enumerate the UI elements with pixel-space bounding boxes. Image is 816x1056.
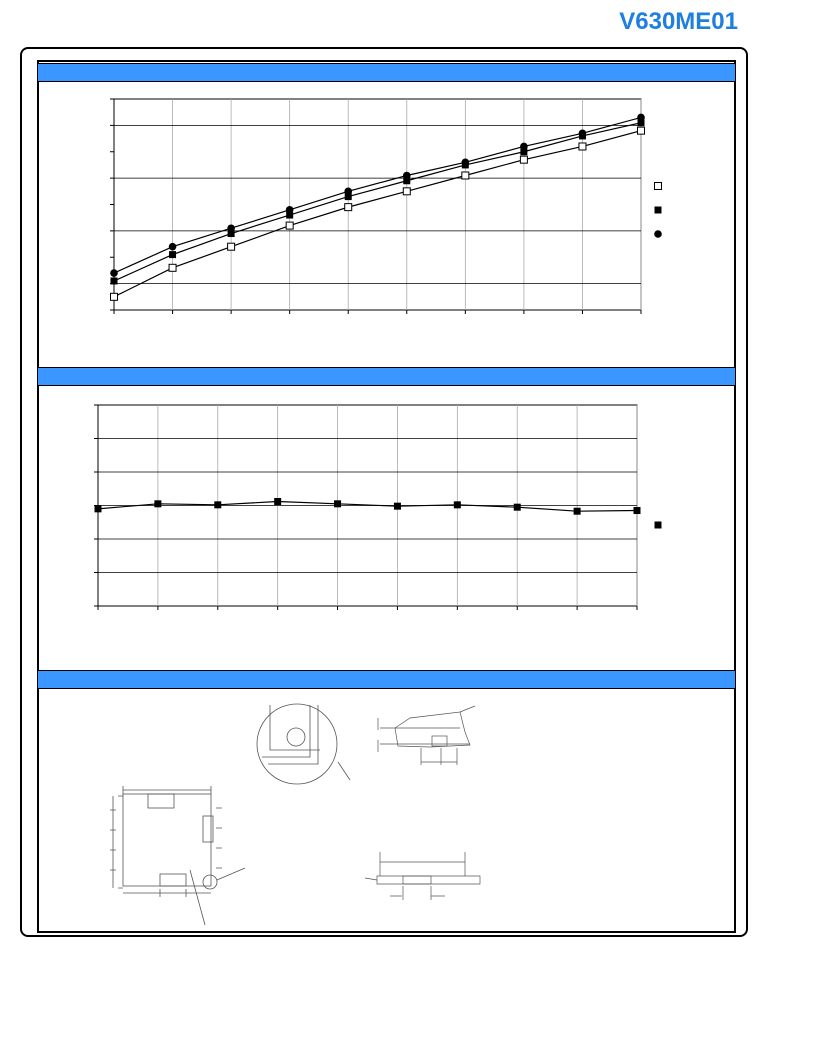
data-point bbox=[514, 504, 521, 511]
series-line-3 bbox=[114, 117, 641, 273]
legend-marker-1 bbox=[655, 522, 662, 529]
data-point bbox=[345, 204, 352, 211]
data-point bbox=[95, 505, 102, 512]
legend-marker-2 bbox=[655, 207, 662, 214]
data-point bbox=[274, 498, 281, 505]
series-line-1 bbox=[98, 501, 637, 511]
data-point bbox=[228, 243, 235, 250]
data-point bbox=[520, 143, 528, 151]
data-point bbox=[111, 293, 118, 300]
data-point bbox=[579, 143, 586, 150]
data-point bbox=[334, 500, 341, 507]
series-line-1 bbox=[114, 131, 641, 297]
data-point bbox=[637, 114, 645, 122]
drawing-detail-circle bbox=[257, 704, 350, 784]
data-point bbox=[169, 243, 177, 251]
data-point bbox=[394, 503, 401, 510]
data-point bbox=[110, 269, 118, 277]
data-point bbox=[286, 206, 294, 214]
data-point bbox=[344, 188, 352, 196]
data-point bbox=[403, 172, 411, 180]
data-point bbox=[520, 156, 527, 163]
legend-marker-1 bbox=[655, 183, 662, 190]
drawing-side-profile bbox=[378, 706, 475, 765]
data-point bbox=[462, 172, 469, 179]
data-point bbox=[169, 264, 176, 271]
data-point bbox=[111, 277, 118, 284]
data-point bbox=[579, 129, 587, 137]
data-point bbox=[154, 500, 161, 507]
drawing-top-view bbox=[110, 786, 245, 925]
legend-marker-3 bbox=[654, 230, 662, 238]
chart-2 bbox=[94, 405, 662, 610]
data-point bbox=[214, 501, 221, 508]
data-point bbox=[638, 127, 645, 134]
data-point bbox=[169, 251, 176, 258]
chart-1 bbox=[110, 99, 662, 314]
document-title: V630ME01 bbox=[619, 8, 738, 35]
data-point bbox=[286, 222, 293, 229]
series-line-2 bbox=[114, 123, 641, 281]
drawing-bottom-profile bbox=[365, 852, 480, 900]
data-point bbox=[574, 508, 581, 515]
data-point bbox=[403, 188, 410, 195]
plot-area bbox=[114, 99, 641, 310]
data-point bbox=[462, 159, 470, 167]
data-point bbox=[454, 501, 461, 508]
data-point bbox=[634, 507, 641, 514]
data-point bbox=[227, 224, 235, 232]
